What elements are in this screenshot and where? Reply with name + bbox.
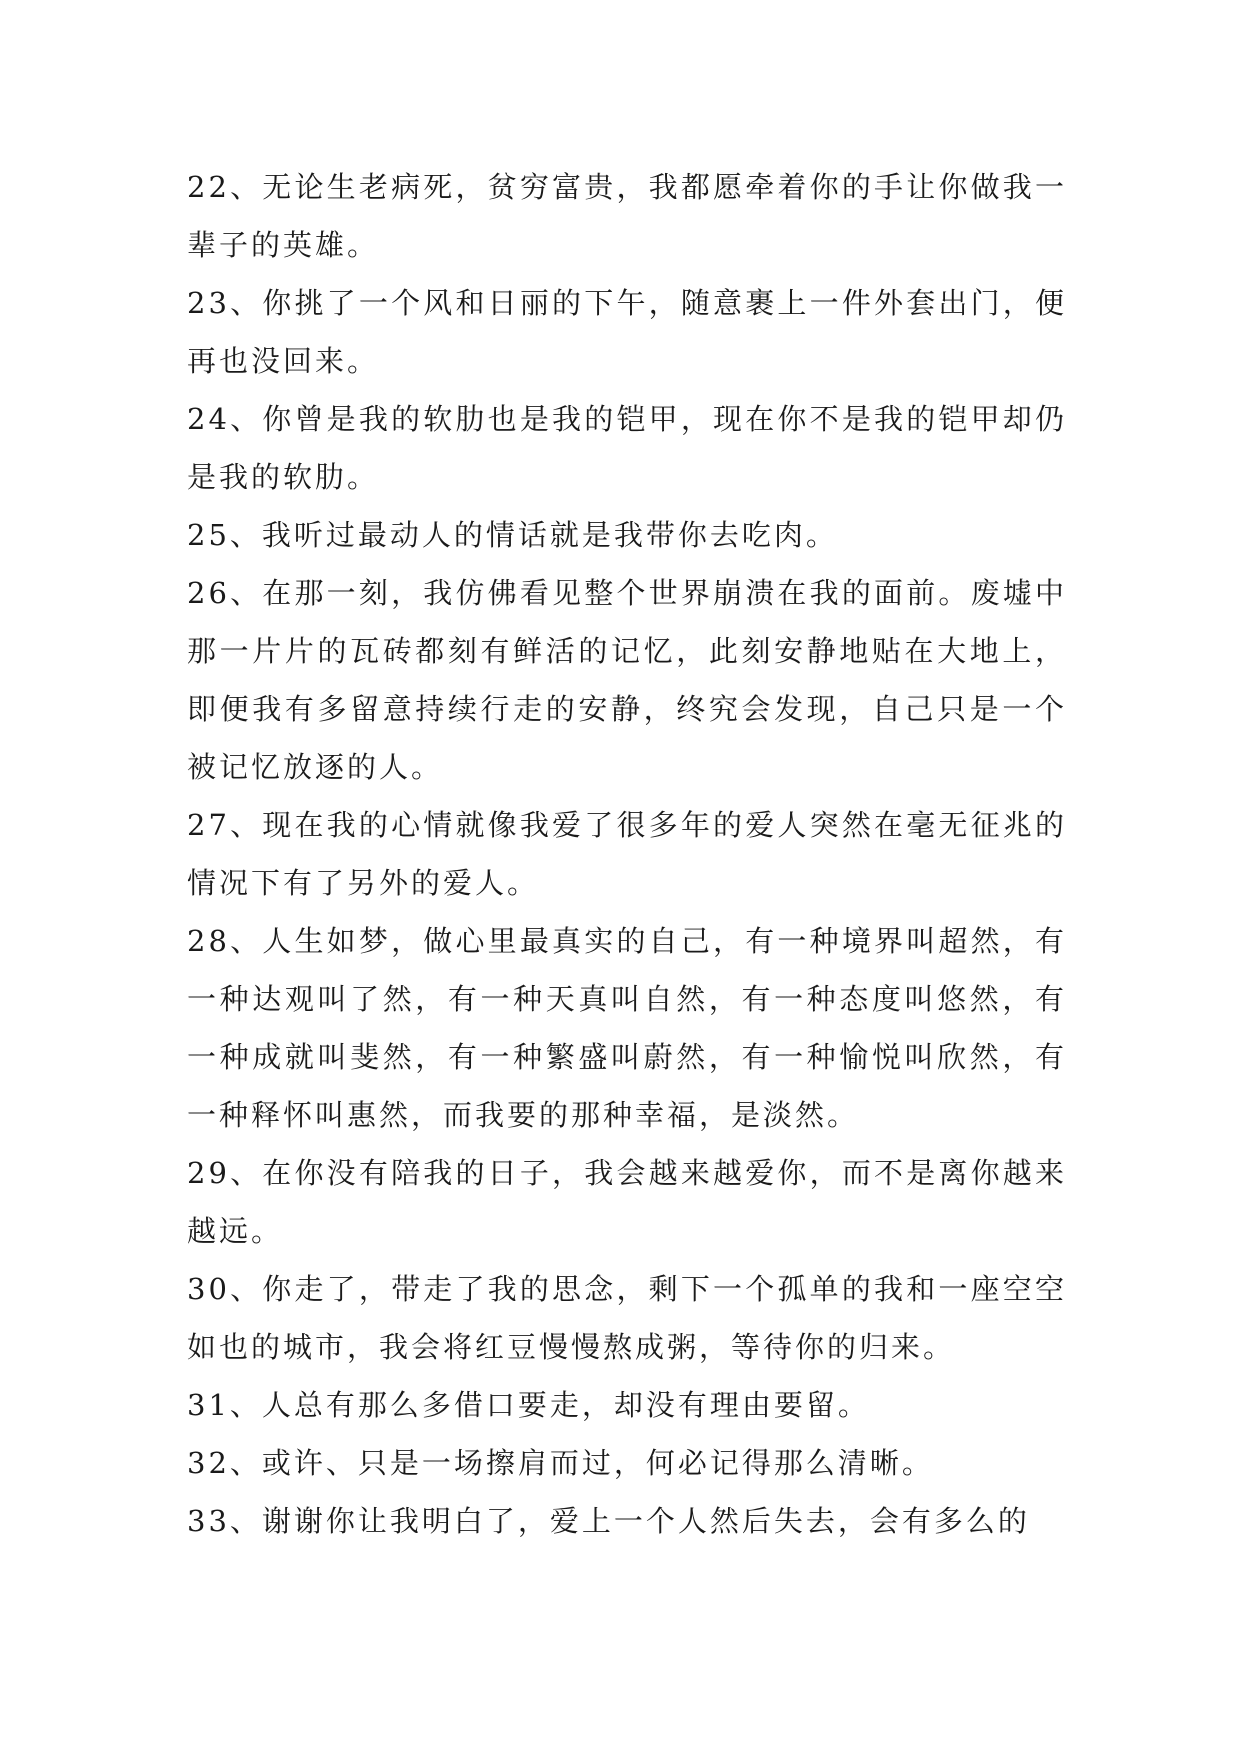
paragraph-31: 31、人总有那么多借口要走，却没有理由要留。	[187, 1388, 870, 1422]
paragraph-28: 28、人生如梦，做心里最真实的自己，有一种境界叫超然，有一种达观叫了然，有一种天真叫自然，有一种态度叫悠然，有一种成就叫斐然，有一种繁盛叫蔚然，有一种愉悦叫欣然，有一种释怀叫惠然，而我要的那种幸福，是淡然。	[187, 924, 1067, 1132]
paragraph-25: 25、我听过最动人的情话就是我带你去吃肉。	[187, 518, 838, 552]
paragraph-22: 22、无论生老病死，贫穷富贵，我都愿牵着你的手让你做我一辈子的英雄。	[187, 170, 1067, 262]
paragraph-29: 29、在你没有陪我的日子，我会越来越爱你，而不是离你越来越远。	[187, 1156, 1067, 1248]
paragraph-32: 32、或许、只是一场擦肩而过，何必记得那么清晰。	[187, 1446, 934, 1480]
document-body	[187, 158, 1067, 1550]
paragraph-24: 24、你曾是我的软肋也是我的铠甲，现在你不是我的铠甲却仍是我的软肋。	[187, 402, 1067, 494]
paragraph-33: 33、谢谢你让我明白了，爱上一个人然后失去，会有多么的	[187, 1504, 1030, 1538]
paragraph-26: 26、在那一刻，我仿佛看见整个世界崩溃在我的面前。废墟中那一片片的瓦砖都刻有鲜活的记忆，此刻安静地贴在大地上，即便我有多留意持续行走的安静，终究会发现，自己只是一个被记忆放逐的人。	[187, 576, 1067, 784]
paragraph-30: 30、你走了，带走了我的思念，剩下一个孤单的我和一座空空如也的城市，我会将红豆慢慢熬成粥，等待你的归来。	[187, 1272, 1067, 1364]
paragraph-23: 23、你挑了一个风和日丽的下午，随意裹上一件外套出门，便再也没回来。	[187, 286, 1067, 378]
paragraph-27: 27、现在我的心情就像我爱了很多年的爱人突然在毫无征兆的情况下有了另外的爱人。	[187, 808, 1067, 900]
